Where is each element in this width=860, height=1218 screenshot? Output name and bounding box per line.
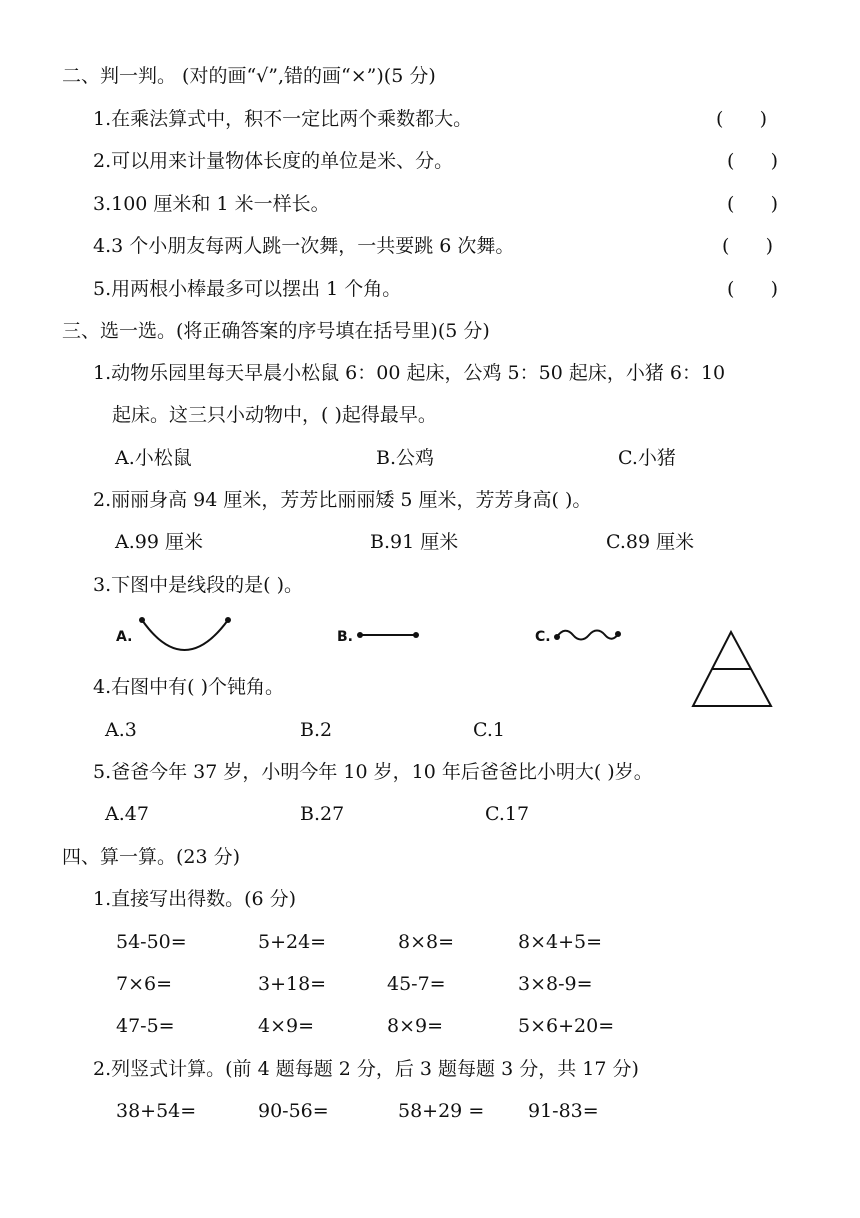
figure-label-b: B.	[337, 629, 353, 645]
figure-label-a: A.	[116, 629, 133, 645]
choice-q4-option-c[interactable]: C.1	[473, 719, 505, 741]
choice-q4-text: 4.右图中有( )个钝角。	[93, 676, 284, 698]
choice-q2-option-b[interactable]: B.91 厘米	[370, 531, 459, 553]
choice-q2-text: 2.丽丽身高 94 厘米，芳芳比丽丽矮 5 厘米，芳芳身高( )。	[93, 489, 592, 511]
section4-title: 四、算一算。(23 分)	[62, 846, 241, 868]
choice-q5-option-a[interactable]: A.47	[105, 803, 149, 825]
choice-q2-option-c[interactable]: C.89 厘米	[606, 531, 695, 553]
calc-item: 8×8=	[398, 931, 455, 953]
triangle-figure	[691, 630, 775, 708]
vertical-calc-item: 58+29 =	[398, 1100, 485, 1122]
calc-item: 45-7=	[387, 973, 446, 995]
calc-item: 8×9=	[387, 1015, 444, 1037]
choice-q2-option-a[interactable]: A.99 厘米	[115, 531, 203, 553]
judge-item-1: 1.在乘法算式中，积不一定比两个乘数都大。	[93, 108, 473, 130]
calc-q1-title: 1.直接写出得数。(6 分)	[93, 888, 297, 910]
wavy-line-figure	[552, 625, 628, 645]
vertical-calc-item: 91-83=	[528, 1100, 599, 1122]
choice-q3-text: 3.下图中是线段的是( )。	[93, 574, 303, 596]
choice-q5-option-c[interactable]: C.17	[485, 803, 530, 825]
answer-blank-4[interactable]: ( )	[722, 235, 774, 257]
answer-blank-2[interactable]: ( )	[727, 150, 779, 172]
section3-title: 三、选一选。(将正确答案的序号填在括号里)(5 分)	[62, 320, 490, 342]
vertical-calc-item: 38+54=	[116, 1100, 197, 1122]
calc-item: 47-5=	[116, 1015, 175, 1037]
answer-blank-1[interactable]: ( )	[716, 108, 768, 130]
calc-item: 8×4+5=	[518, 931, 603, 953]
calc-item: 3×8-9=	[518, 973, 593, 995]
judge-item-4: 4.3 个小朋友每两人跳一次舞，一共要跳 6 次舞。	[93, 235, 515, 257]
figure-label-c: C.	[535, 629, 551, 645]
choice-q1-option-c[interactable]: C.小猪	[618, 447, 676, 469]
choice-q1-line2: 起床。这三只小动物中，( )起得最早。	[112, 404, 437, 426]
choice-q1-option-b[interactable]: B.公鸡	[376, 447, 435, 469]
judge-item-5: 5.用两根小棒最多可以摆出 1 个角。	[93, 278, 402, 300]
judge-item-3: 3.100 厘米和 1 米一样长。	[93, 193, 330, 215]
choice-q4-option-a[interactable]: A.3	[105, 719, 137, 741]
answer-blank-3[interactable]: ( )	[727, 193, 779, 215]
choice-q4-option-b[interactable]: B.2	[300, 719, 333, 741]
answer-blank-5[interactable]: ( )	[727, 278, 779, 300]
calc-q2-title: 2.列竖式计算。(前 4 题每题 2 分，后 3 题每题 3 分，共 17 分)	[93, 1058, 639, 1080]
choice-q5-option-b[interactable]: B.27	[300, 803, 345, 825]
calc-item: 7×6=	[116, 973, 173, 995]
calc-item: 54-50=	[116, 931, 187, 953]
choice-q1-line1: 1.动物乐园里每天早晨小松鼠 6：00 起床，公鸡 5：50 起床，小猪 6：10	[93, 362, 726, 384]
line-segment-figure	[356, 629, 426, 641]
calc-item: 3+18=	[258, 973, 327, 995]
section2-title: 二、判一判。 (对的画“√”,错的画“×”)(5 分)	[62, 65, 436, 87]
choice-q5-text: 5.爸爸今年 37 岁，小明今年 10 岁，10 年后爸爸比小明大( )岁。	[93, 761, 653, 783]
calc-item: 5+24=	[258, 931, 327, 953]
curved-line-figure	[136, 616, 246, 656]
calc-item: 4×9=	[258, 1015, 315, 1037]
calc-item: 5×6+20=	[518, 1015, 615, 1037]
choice-q1-option-a[interactable]: A.小松鼠	[115, 447, 192, 469]
judge-item-2: 2.可以用来计量物体长度的单位是米、分。	[93, 150, 454, 172]
vertical-calc-item: 90-56=	[258, 1100, 329, 1122]
